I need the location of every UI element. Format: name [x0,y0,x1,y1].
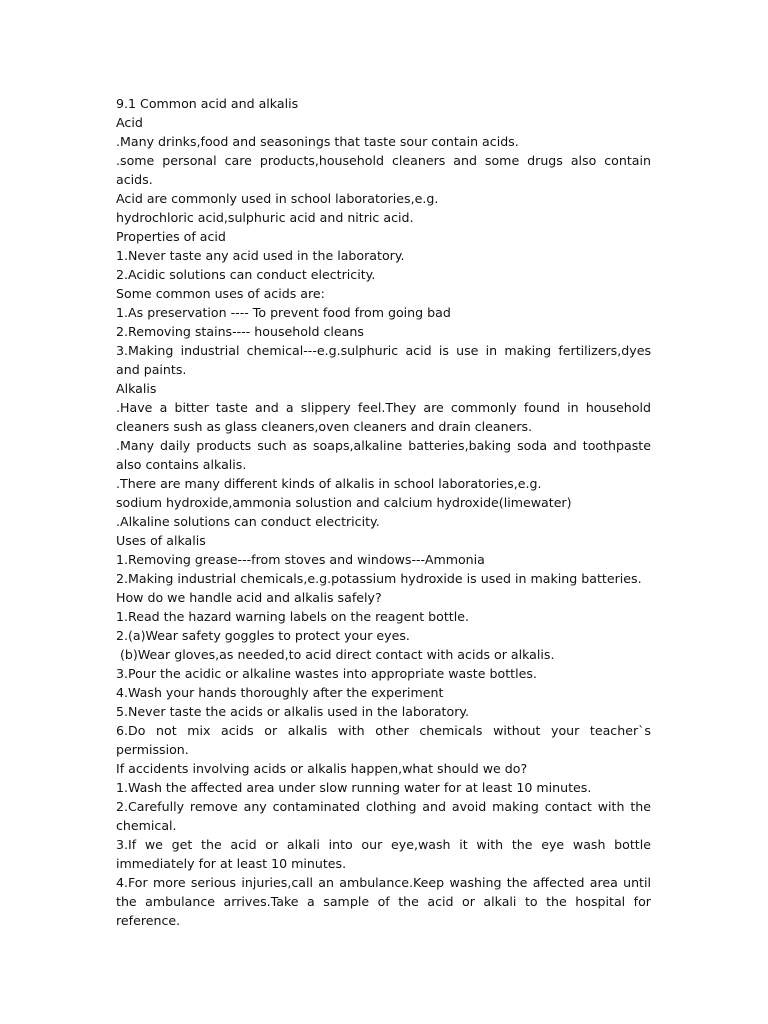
list-item: 1.Never taste any acid used in the laboratory. [116,248,405,263]
heading-accidents: If accidents involving acids or alkalis happen,what should we do? [116,761,528,776]
list-item: 4.For more serious injuries,call an ambulance.Keep washing the affected area until the ambulance arrives.Take a sample of the acid or alkali to the hospital for reference. [116,875,656,928]
paragraph-line: .Many daily products such as soaps,alkaline batteries,baking soda and toothpaste also contains alkalis. [116,438,656,472]
list-item: 1.Removing grease---from stoves and windows---Ammonia [116,552,485,567]
list-item: 1.Read the hazard warning labels on the reagent bottle. [116,609,469,624]
list-item: 6.Do not mix acids or alkalis with other chemicals without your teacher`s permission. [116,723,656,757]
document-body [116,94,656,930]
list-item: 3.Making industrial chemical---e.g.sulphuric acid is use in making fertilizers,dyes and paints. [116,343,656,377]
section-title: 9.1 Common acid and alkalis [116,96,299,111]
list-item: 2.Carefully remove any contaminated clothing and avoid making contact with the chemical. [116,799,656,833]
list-item: 2.Removing stains---- household cleans [116,324,364,339]
list-item: 2.Making industrial chemicals,e.g.potassium hydroxide is used in making batteries. [116,571,642,586]
paragraph-line: .Have a bitter taste and a slippery feel.They are commonly found in household cleaners sush as glass cleaners,oven cleaners and drain cleaners. [116,400,656,434]
list-item: 2.(a)Wear safety goggles to protect your eyes. [116,628,410,643]
paragraph-line: .Alkaline solutions can conduct electricity. [116,514,380,529]
paragraph-line: sodium hydroxide,ammonia solustion and calcium hydroxide(limewater) [116,495,572,510]
heading-handle-safely: How do we handle acid and alkalis safely? [116,590,382,605]
paragraph-line: hydrochloric acid,sulphuric acid and nitric acid. [116,210,414,225]
list-item: 1.Wash the affected area under slow running water for at least 10 minutes. [116,780,592,795]
paragraph-line: .Many drinks,food and seasonings that taste sour contain acids. [116,134,519,149]
list-item: 1.As preservation ---- To prevent food from going bad [116,305,451,320]
paragraph-line: Acid are commonly used in school laboratories,e.g. [116,191,439,206]
heading-uses-of-alkalis: Uses of alkalis [116,533,206,548]
heading-alkalis: Alkalis [116,381,157,396]
list-item: (b)Wear gloves,as needed,to acid direct contact with acids or alkalis. [116,647,555,662]
list-item: 5.Never taste the acids or alkalis used in the laboratory. [116,704,470,719]
heading-uses-of-acids: Some common uses of acids are: [116,286,325,301]
heading-properties-of-acid: Properties of acid [116,229,226,244]
paragraph-line: .some personal care products,household cleaners and some drugs also contain acids. [116,153,656,187]
list-item: 2.Acidic solutions can conduct electricity. [116,267,376,282]
heading-acid: Acid [116,115,143,130]
paragraph-line: .There are many different kinds of alkalis in school laboratories,e.g. [116,476,542,491]
list-item: 3.Pour the acidic or alkaline wastes into appropriate waste bottles. [116,666,537,681]
list-item: 4.Wash your hands thoroughly after the experiment [116,685,444,700]
list-item: 3.If we get the acid or alkali into our eye,wash it with the eye wash bottle immediately for at least 10 minutes. [116,837,656,871]
